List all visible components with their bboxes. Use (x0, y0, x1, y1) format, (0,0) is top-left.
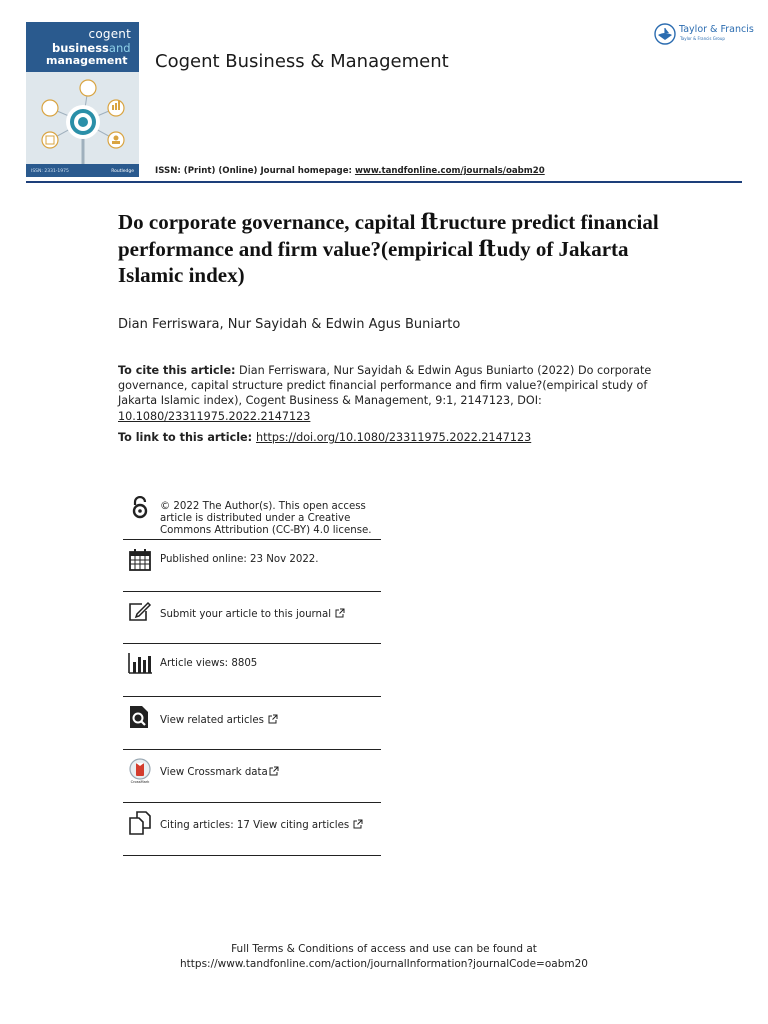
citing-text[interactable]: Citing articles: 17 View citing articles (160, 819, 363, 832)
publisher-name: Taylor & Francis (679, 24, 754, 35)
cite-label: To cite this article: (118, 364, 236, 377)
publisher-group: Taylor & Francis Group (680, 36, 725, 41)
edit-icon (128, 600, 152, 624)
publisher-logo[interactable] (654, 22, 754, 48)
divider (123, 749, 381, 750)
link-label: To link to this article: (118, 431, 256, 444)
submit-item[interactable] (123, 600, 381, 644)
open-access-icon (128, 496, 152, 520)
journal-title: Cogent Business & Management (155, 51, 449, 72)
article-doi-link[interactable]: https://doi.org/10.1080/23311975.2022.2147123 (256, 431, 532, 444)
crossmark-label: CrossMark (130, 780, 150, 784)
views-item (123, 652, 381, 696)
external-link-icon (268, 714, 278, 724)
divider (123, 855, 381, 856)
journal-cover (26, 22, 139, 177)
bar-chart-icon (128, 652, 152, 676)
cover-illustration (26, 72, 139, 164)
article-authors: Dian Ferriswara, Nur Sayidah & Edwin Agus Buniarto (118, 317, 461, 332)
open-access-text: © 2022 The Author(s). This open access article is distributed under a Creative Commons Attribution (CC-BY) 4.0 license. (160, 501, 372, 537)
submit-text[interactable]: Submit your article to this journal (160, 608, 345, 621)
cover-management-text: management (46, 54, 128, 67)
terms-url[interactable]: https://www.tandfonline.com/action/journalInformation?journalCode=oabm20 (180, 958, 588, 970)
tf-logo-icon (654, 23, 676, 45)
published-item (123, 548, 381, 592)
external-link-icon (269, 766, 279, 776)
related-text[interactable]: View related articles (160, 714, 278, 727)
cover-issn: ISSN: 2331-1975 (31, 169, 69, 174)
cover-publisher: Routledge (111, 169, 134, 174)
issn-line: ISSN: (Print) (Online) Journal homepage: www.tandfonline.com/journals/oabm20 (155, 166, 545, 176)
terms-line-1: Full Terms & Conditions of access and use can be found at (231, 943, 537, 955)
citing-item[interactable] (123, 811, 381, 855)
cite-doi-link[interactable]: 10.1080/23311975.2022.2147123 (118, 409, 311, 423)
header-divider (26, 181, 742, 183)
calendar-icon (128, 548, 152, 572)
article-link-row (118, 431, 531, 444)
article-title: Do corporate governance, capital ﬅructure predict financial performance and firm value?(empirical ﬅudy of Jakarta Islamic index) (118, 210, 659, 287)
journal-homepage-link[interactable]: www.tandfonline.com/journals/oabm20 (354, 166, 545, 176)
cover-cogent-text: cogent (88, 27, 131, 41)
external-link-icon (335, 608, 345, 618)
crossmark-item[interactable] (123, 758, 381, 802)
citation-block (118, 363, 658, 424)
crossmark-icon (128, 758, 152, 780)
divider (123, 539, 381, 540)
views-text: Article views: 8805 (160, 658, 258, 669)
external-link-icon (353, 819, 363, 829)
crossmark-text[interactable]: View Crossmark data (160, 766, 279, 779)
divider (123, 643, 381, 644)
cite-text: Dian Ferriswara, Nur Sayidah & Edwin Agus Buniarto (2022) Do corporate governance, capital structure predict financial performance and firm value?(empirical study of Jakarta Islamic index), Cogent Business & Management, 9:1, 2147123, DOI: (118, 364, 652, 408)
divider (123, 802, 381, 803)
published-text: Published online: 23 Nov 2022. (160, 554, 319, 565)
search-document-icon (128, 705, 152, 729)
terms-footer (0, 942, 768, 972)
crossmark-badge (128, 758, 152, 786)
related-item[interactable] (123, 705, 381, 749)
cover-business-text: businessand (52, 41, 131, 55)
divider (123, 591, 381, 592)
open-access-item (123, 496, 381, 540)
divider (123, 696, 381, 697)
citing-articles-icon (128, 811, 152, 835)
